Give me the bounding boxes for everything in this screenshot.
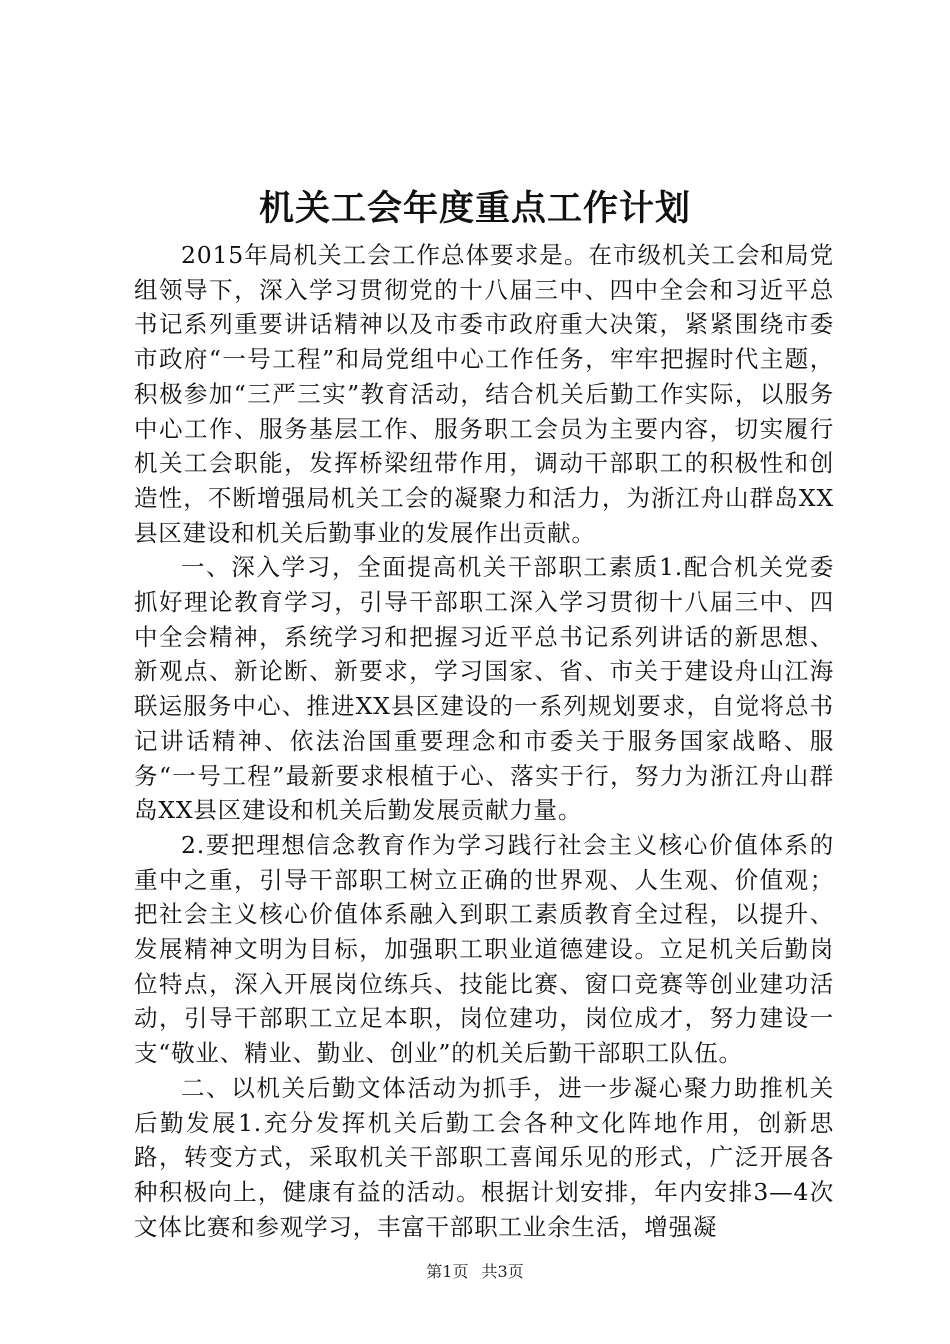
paragraph-section-1-item-2: 2.要把理想信念教育作为学习践行社会主义核心价值体系的重中之重，引导干部职工树立正确的世界观、人生观、价值观；把社会主义核心价值体系融入到职工素质教育全过程，以提升、发展精神文明为目标，加强职工职业道德建设。立足机关后勤岗位特点，深入开展岗位练兵、技能比赛、窗口竞赛等创业建功活动，引导干部职工立足本职，岗位建功，岗位成才，努力建设一支“敬业、精业、勤业、创业”的机关后勤干部职工队伍。 [134, 830, 834, 1068]
document-body [134, 238, 834, 1244]
paragraph-section-1: 一、深入学习，全面提高机关干部职工素质1.配合机关党委抓好理论教育学习，引导干部职工深入学习贯彻十八届三中、四中全会精神，系统学习和把握习近平总书记系列讲话的新思想、新观点、新论断、新要求，学习国家、省、市关于建设舟山江海联运服务中心、推进XX县区建设的一系列规划要求，自觉将总书记讲话精神、依法治国重要理念和市委关于服务国家战略、服务“一号工程”最新要求根植于心、落实于行，努力为浙江舟山群岛XX县区建设和机关后勤发展贡献力量。 [134, 553, 834, 825]
page-footer [0, 1262, 950, 1282]
document-title: 机关工会年度重点工作计划 [258, 188, 691, 229]
paragraph-intro: 2015年局机关工会工作总体要求是。在市级机关工会和局党组领导下，深入学习贯彻党的十八届三中、四中全会和习近平总书记系列重要讲话精神以及市委市政府重大决策，紧紧围绕市委市政府“一号工程”和局党组中心工作任务，牢牢把握时代主题，积极参加“三严三实”教育活动，结合机关后勤工作实际，以服务中心工作、服务基层工作、服务职工会员为主要内容，切实履行机关工会职能，发挥桥梁纽带作用，调动干部职工的积极性和创造性，不断增强局机关工会的凝聚力和活力，为浙江舟山群岛XX县区建设和机关后勤事业的发展作出贡献。 [134, 241, 834, 547]
paragraph-section-2: 二、以机关后勤文体活动为抓手，进一步凝心聚力助推机关后勤发展1.充分发挥机关后勤工会各种文化阵地作用，创新思路，转变方式，采取机关干部职工喜闻乐见的形式，广泛开展各种积极向上，健康有益的活动。根据计划安排，年内安排3—4次文体比赛和参观学习，丰富干部职工业余生活，增强凝 [134, 1073, 834, 1241]
page-total: 共3页 [481, 1262, 524, 1281]
page-number: 第1页 [426, 1262, 469, 1281]
